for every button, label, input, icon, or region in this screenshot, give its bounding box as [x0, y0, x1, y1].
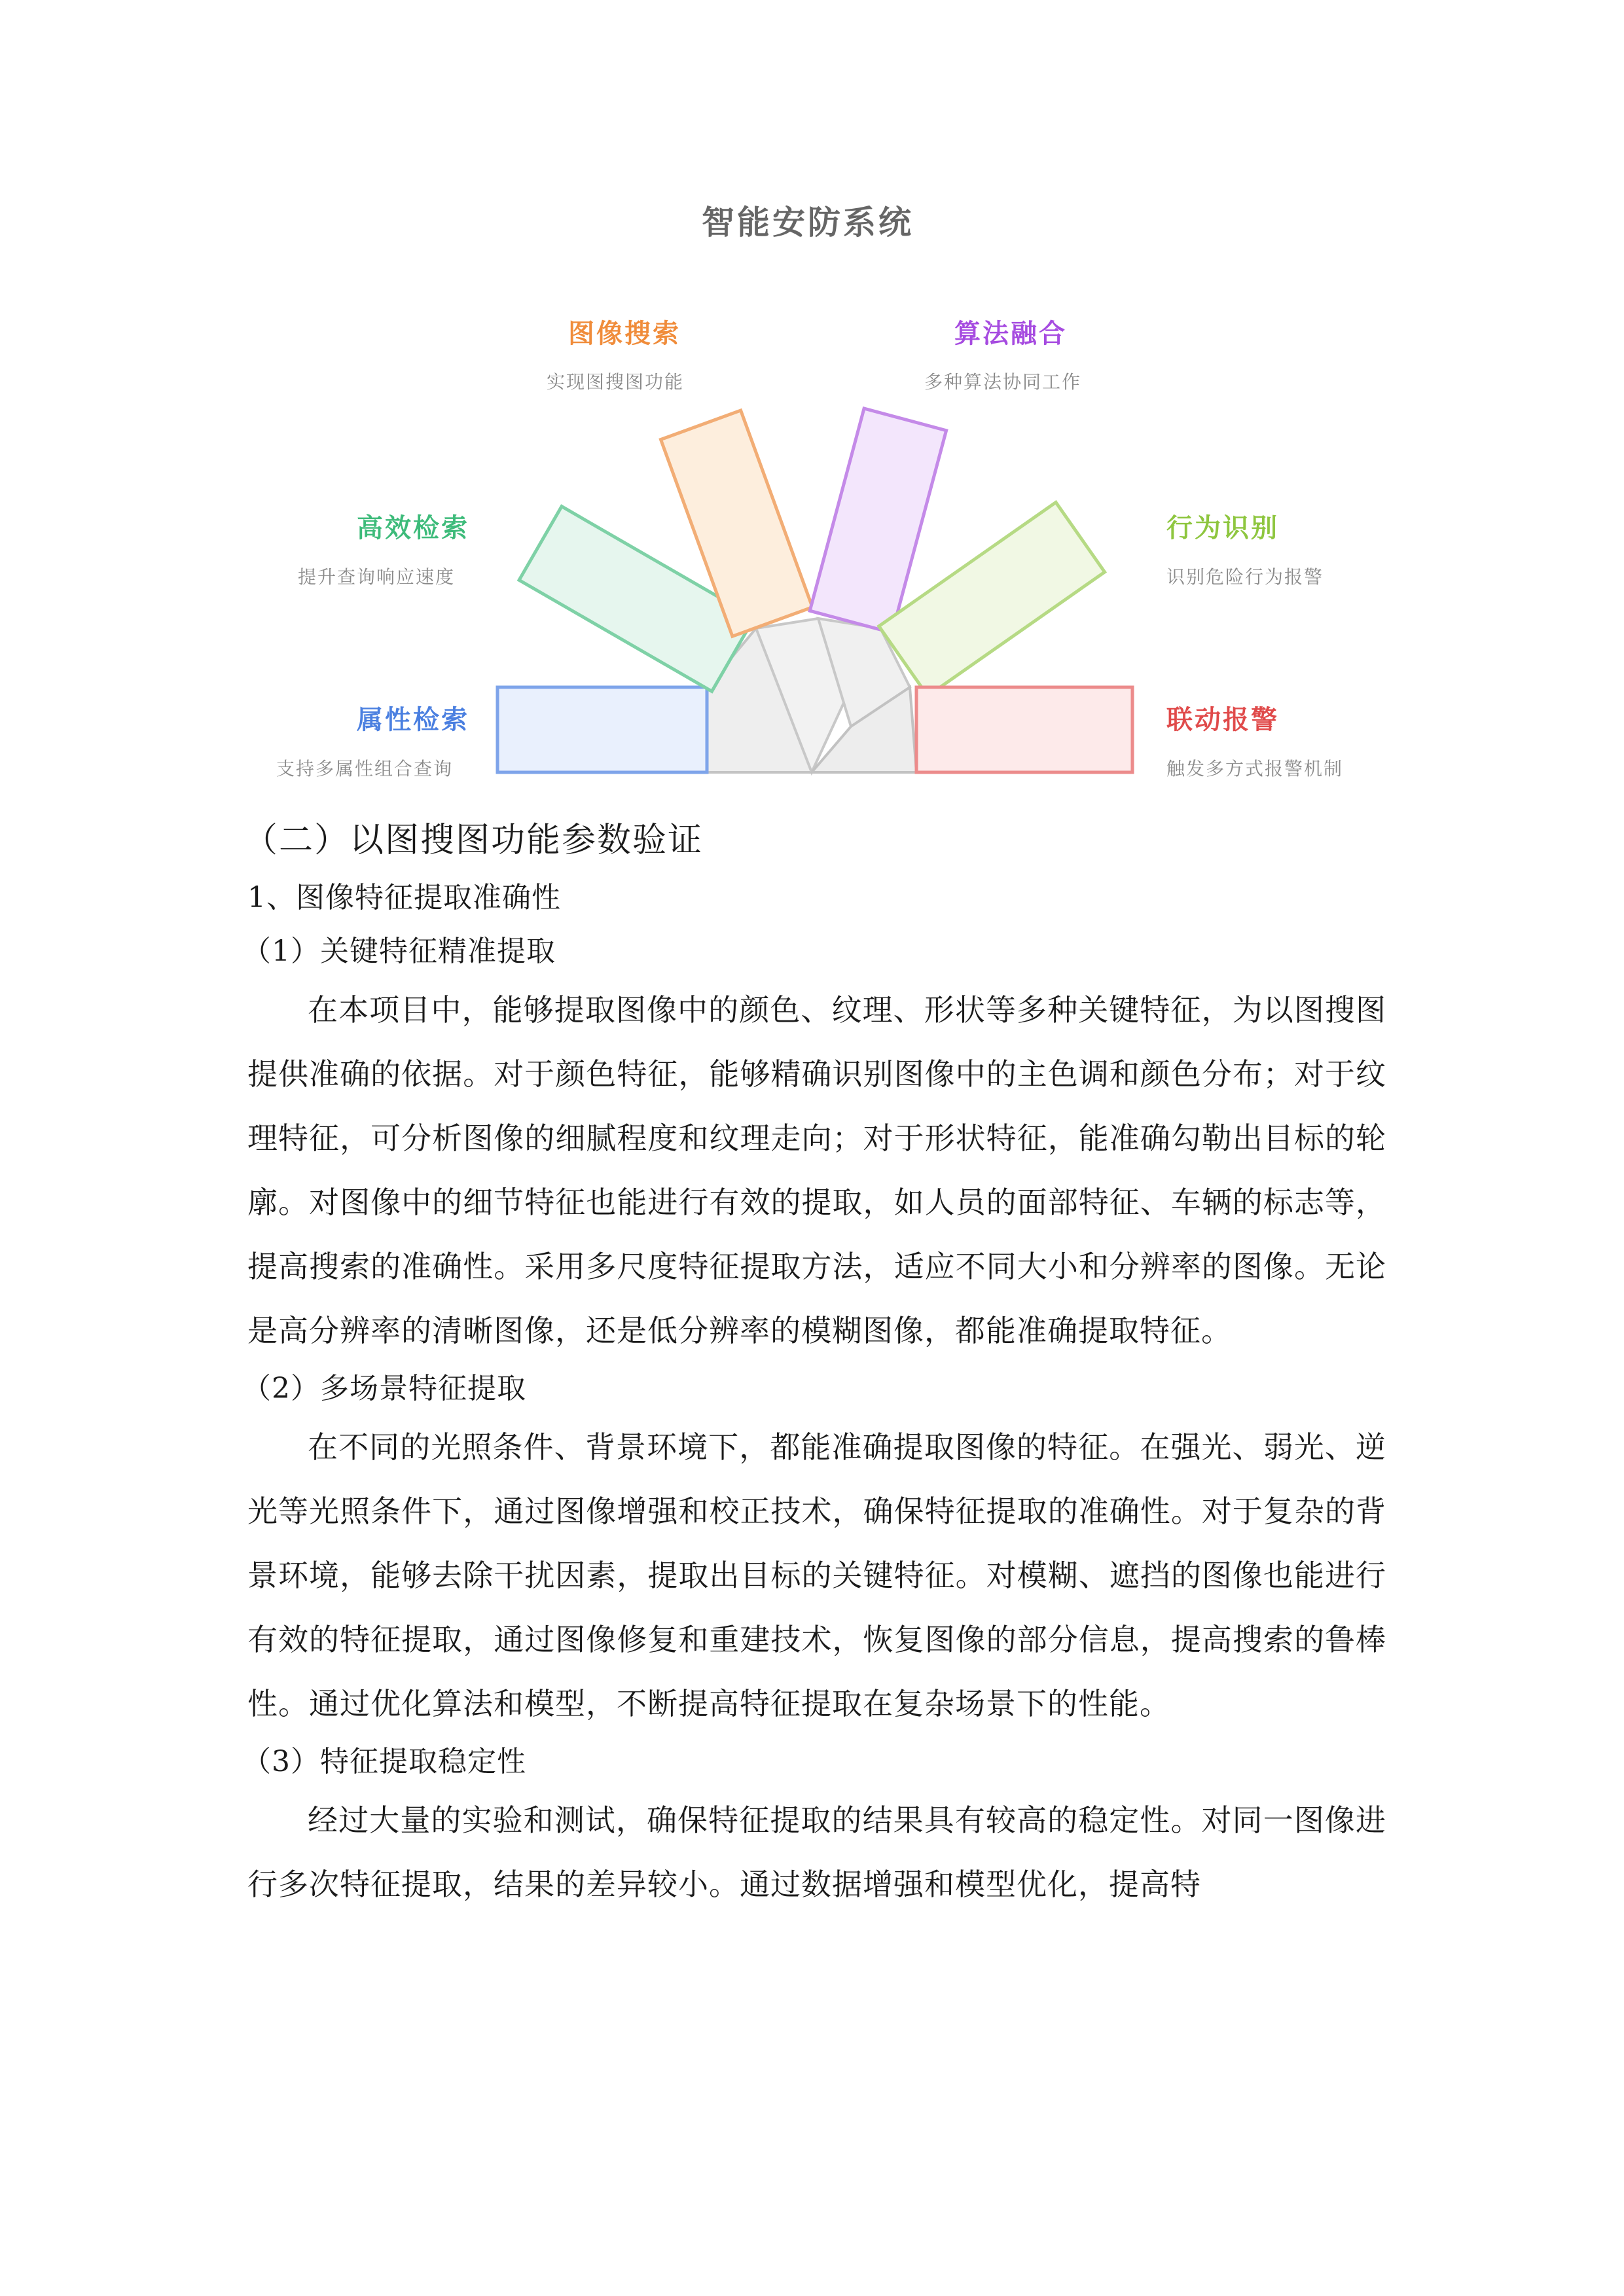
desc-behavior-recognition: 识别危险行为报警: [1166, 566, 1324, 588]
desc-linked-alarm: 触发多方式报警机制: [1166, 758, 1344, 780]
block-paragraph-1: 在本项目中，能够提取图像中的颜色、纹理、形状等多种关键特征，为以图搜图提供准确的依据。对于颜色特征，能够精确识别图像中的主色调和颜色分布；对于纹理特征，可分析图像的细腻程度和纹理走向；对于形状特征，能准确勾勒出目标的轮廓。对图像中的细节特征也能进行有效的提取，如人员的面部特征、车辆的标志等，提高搜索的准确性。采用多尺度特征提取方法，适应不同大小和分辨率的图像。无论是高分辨率的清晰图像，还是低分辨率的模糊图像，都能准确提取特征。: [247, 992, 1386, 1348]
section-title: （二）以图搜图功能参数验证: [244, 821, 704, 860]
smart-security-diagram: [0, 0, 1624, 798]
desc-image-search: 实现图搜图功能: [547, 371, 685, 393]
block-paragraph-3: 经过大量的实验和测试，确保特征提取的结果具有较高的稳定性。对同一图像进行多次特征提取，结果的差异较小。通过数据增强和模型优化，提高特: [247, 1803, 1386, 1902]
document-body: [242, 817, 1386, 1923]
label-behavior-recognition: 行为识别: [1166, 513, 1279, 543]
block-paragraph-2: 在不同的光照条件、背景环境下，都能准确提取图像的特征。在强光、弱光、逆光等光照条件下，通过图像增强和校正技术，确保特征提取的准确性。对于复杂的背景环境，能够去除干扰因素，提取出目标的关键特征。对模糊、遮挡的图像也能进行有效的特征提取，通过图像修复和重建技术，恢复图像的部分信息，提高搜索的鲁棒性。通过优化算法和模型，不断提高特征提取在复杂场景下的性能。: [247, 1429, 1386, 1721]
blade-alarm: [916, 687, 1132, 772]
desc-efficient-retrieval: 提升查询响应速度: [298, 566, 456, 588]
label-attribute-retrieval: 属性检索: [357, 705, 469, 735]
subsection-title: 1、图像特征提取准确性: [247, 881, 561, 914]
label-algo-fusion: 算法融合: [954, 319, 1067, 349]
blade-attr: [497, 687, 707, 772]
label-linked-alarm: 联动报警: [1166, 705, 1279, 735]
label-image-search: 图像搜索: [568, 319, 681, 349]
desc-algo-fusion: 多种算法协同工作: [924, 371, 1082, 393]
label-efficient-retrieval: 高效检索: [357, 513, 469, 543]
block-heading-3: （3）特征提取稳定性: [242, 1745, 526, 1778]
desc-attribute-retrieval: 支持多属性组合查询: [276, 758, 454, 780]
block-heading-1: （1）关键特征精准提取: [242, 935, 556, 968]
block-heading-2: （2）多场景特征提取: [242, 1372, 526, 1405]
diagram-title: 智能安防系统: [702, 204, 914, 242]
fan-diagram-graphic: [0, 0, 1624, 798]
